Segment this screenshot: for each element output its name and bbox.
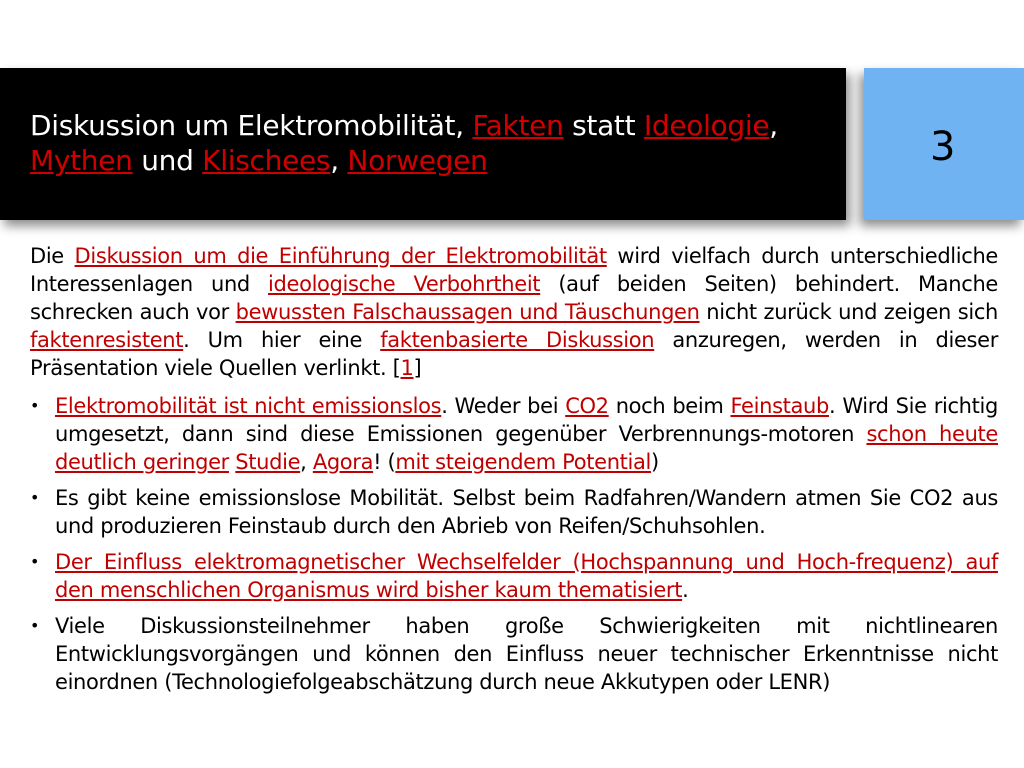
bullet-text: ) (651, 450, 659, 474)
link-co2[interactable]: CO2 (565, 394, 609, 418)
title-link-fakten[interactable]: Fakten (472, 109, 564, 142)
title-link-ideologie[interactable]: Ideologie (643, 109, 770, 142)
list-item (30, 392, 998, 476)
intro-text: nicht zurück und zeigen sich (699, 300, 998, 324)
link-studie[interactable]: Studie (235, 450, 301, 474)
link-reference-1[interactable]: 1 (400, 356, 414, 380)
intro-text: (auf beiden Seiten) behindert. Manche schrecken auch vor (30, 272, 998, 324)
bullet-text: . (682, 578, 689, 602)
link-faktenbasierte-diskussion[interactable]: faktenbasierte Diskussion (380, 328, 655, 352)
link-faktenresistent[interactable]: faktenresistent (30, 328, 184, 352)
bullet-text: . Weder bei (441, 394, 566, 418)
list-item (30, 484, 998, 540)
bullet-list (30, 392, 998, 696)
list-item (30, 548, 998, 604)
link-steigendes-potential[interactable]: mit steigendem Potential (395, 450, 652, 474)
link-schon-heute-geringer[interactable]: schon heute deutlich geringer (55, 422, 998, 474)
title-link-mythen[interactable]: Mythen (30, 144, 133, 177)
intro-text: Die (30, 244, 75, 268)
intro-text: wird vielfach durch unterschiedliche Interessenlagen und (30, 244, 999, 296)
title-link-klischees[interactable]: Klischees (202, 144, 331, 177)
bullet-icon: • (30, 396, 40, 415)
link-ideologische-verbohrtheit[interactable]: ideologische Verbohrtheit (268, 272, 541, 296)
title-text: statt (563, 109, 644, 142)
bullet-text: . Wird Sie richtig umgesetzt, dann sind diese Emissionen gegenüber Verbrennungs-motoren (55, 394, 998, 446)
title-text: , (769, 109, 778, 142)
intro-text: . Um hier eine (183, 328, 381, 352)
link-elektromagnetische-wechselfelder[interactable]: Der Einfluss elektromagnetischer Wechselfelder (Hochspannung und Hoch-frequenz) auf den menschlichen Organismus wird bisher kaum thematisiert (55, 550, 998, 602)
link-nicht-emissionslos[interactable]: Elektromobilität ist nicht emissionslos (55, 394, 442, 418)
bullet-text: Viele Diskussionsteilnehmer haben große Schwierigkeiten mit nichtlinearen Entwicklungsvorgängen und können den Einfluss neuer technischer Erkenntnisse nicht einordnen (Technologiefolgeabschätzung durch neue Akkutypen oder LENR) (55, 614, 998, 694)
bullet-text: ! ( (373, 450, 396, 474)
intro-text: anzuregen, werden in dieser Präsentation viele Quellen verlinkt. [ (30, 328, 998, 380)
list-item (30, 612, 998, 696)
link-bewusste-falschaussagen[interactable]: bewussten Falschaussagen und Täuschungen (235, 300, 700, 324)
bullet-text: Es gibt keine emissionslose Mobilität. Selbst beim Radfahren/Wandern atmen Sie CO2 aus und produzieren Feinstaub durch den Abrieb von Reifen/Schuhsohlen. (55, 486, 998, 538)
bullet-icon: • (30, 616, 40, 635)
slide-title (30, 108, 830, 178)
intro-text: ] (413, 356, 422, 380)
title-link-norwegen[interactable]: Norwegen (347, 144, 488, 177)
title-text: , (330, 144, 348, 177)
link-feinstaub[interactable]: Feinstaub (730, 394, 829, 418)
bullet-icon: • (30, 552, 40, 571)
title-text: und (132, 144, 203, 177)
slide-number: 3 (930, 124, 956, 170)
bullet-text: , (300, 450, 313, 474)
title-text: Diskussion um Elektromobilität, (30, 109, 473, 142)
bullet-icon: • (30, 488, 40, 507)
link-diskussion-einfuehrung[interactable]: Diskussion um die Einführung der Elektromobilität (74, 244, 607, 268)
slide-body (30, 242, 998, 704)
bullet-text: noch beim (608, 394, 731, 418)
intro-paragraph (30, 242, 998, 382)
link-agora[interactable]: Agora (312, 450, 374, 474)
